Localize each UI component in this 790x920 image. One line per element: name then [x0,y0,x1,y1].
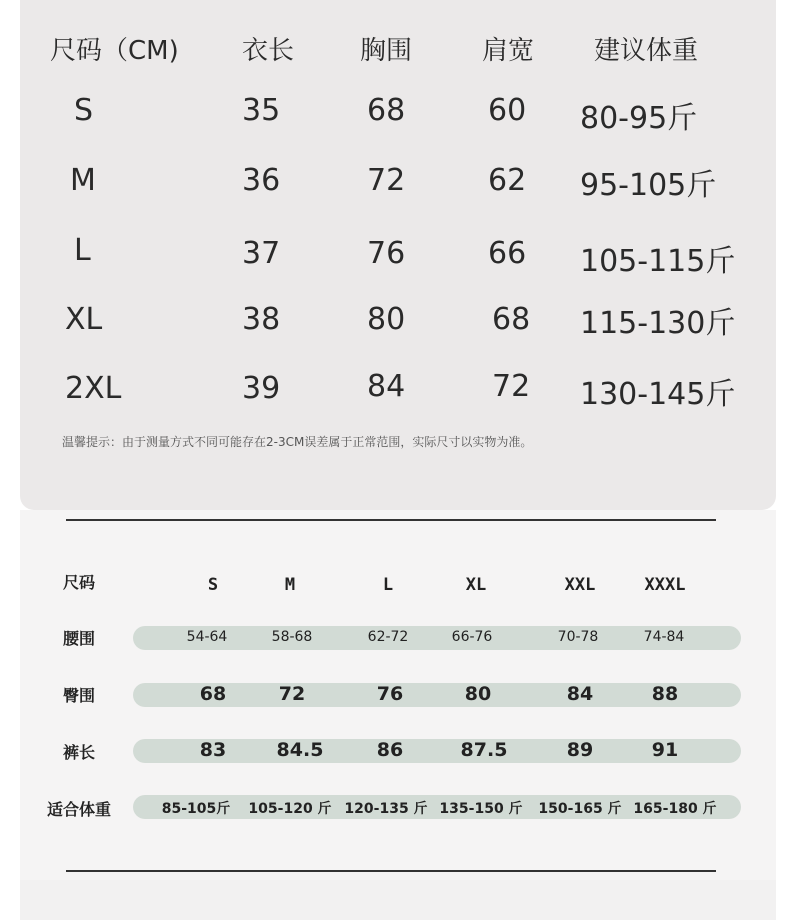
weight-value: 150-165 斤 [538,801,622,817]
length-value: 91 [651,739,679,761]
size-header-m: M [284,575,296,595]
weight-value: 85-105斤 [161,801,231,817]
length-value: 87.5 [460,739,508,761]
waist-value: 58-68 [271,629,313,645]
size-header-xxl: XXL [564,575,596,595]
weight-cell: 95-105斤 [580,168,717,203]
weight-cell: 105-115斤 [580,244,736,279]
hip-value: 84 [566,683,594,705]
row-label-weight: 适合体重 [46,800,111,819]
size-cell: M [70,163,96,198]
length-value: 86 [376,739,404,761]
waist-value: 70-78 [557,629,599,645]
row-label-hip: 臀围 [62,686,95,705]
bottom-size-table [20,510,776,880]
length-cell: 38 [242,302,281,337]
waist-value: 66-76 [451,629,493,645]
footer-strip [20,880,776,920]
chest-cell: 84 [367,369,406,404]
header-shoulder: 肩宽 [482,36,535,66]
weight-cell: 130-145斤 [580,377,736,412]
size-header-l: L [382,575,394,595]
measurement-note: 温馨提示：由于测量方式不同可能存在2-3CM误差属于正常范围，实际尺寸以实物为准。 [62,435,533,449]
weight-value: 135-150 斤 [439,801,523,817]
shoulder-cell: 66 [488,236,527,271]
header-size-label: 尺码 [62,573,95,592]
size-header-xl: XL [465,575,487,595]
size-cell: L [74,233,91,268]
weight-cell: 80-95斤 [580,101,698,136]
length-value: 89 [566,739,594,761]
size-cell: S [74,93,94,128]
waist-value: 62-72 [367,629,409,645]
header-weight: 建议体重 [594,36,699,66]
weight-cell: 115-130斤 [580,306,736,341]
waist-value: 54-64 [186,629,228,645]
row-label-length: 裤长 [62,743,95,762]
chest-cell: 80 [367,302,406,337]
shoulder-cell: 72 [492,369,531,404]
hip-value: 68 [199,683,227,705]
shoulder-cell: 62 [488,163,527,198]
size-cell: XL [65,302,103,337]
chest-cell: 76 [367,236,406,271]
length-cell: 39 [242,371,281,406]
length-value: 84.5 [276,739,324,761]
top-divider [66,519,716,521]
hip-value: 80 [464,683,492,705]
size-cell: 2XL [65,371,122,406]
hip-value: 88 [651,683,679,705]
header-size: 尺码（CM) [50,36,179,66]
shoulder-cell: 60 [488,93,527,128]
weight-value: 165-180 斤 [633,801,717,817]
shoulder-cell: 68 [492,302,531,337]
header-chest: 胸围 [360,36,413,66]
waist-value: 74-84 [643,629,685,645]
chest-cell: 68 [367,93,406,128]
top-size-table [20,0,776,510]
weight-value: 120-135 斤 [344,801,428,817]
chest-cell: 72 [367,163,406,198]
hip-value: 72 [278,683,306,705]
length-value: 83 [199,739,227,761]
weight-value: 105-120 斤 [248,801,332,817]
hip-value: 76 [376,683,404,705]
size-header-xxxl: XXXL [644,575,686,595]
bottom-divider [66,870,716,872]
size-header-s: S [207,575,219,595]
row-label-waist: 腰围 [62,629,95,648]
header-length: 衣长 [242,36,295,66]
length-cell: 36 [242,163,281,198]
length-cell: 37 [242,236,281,271]
length-cell: 35 [242,93,281,128]
